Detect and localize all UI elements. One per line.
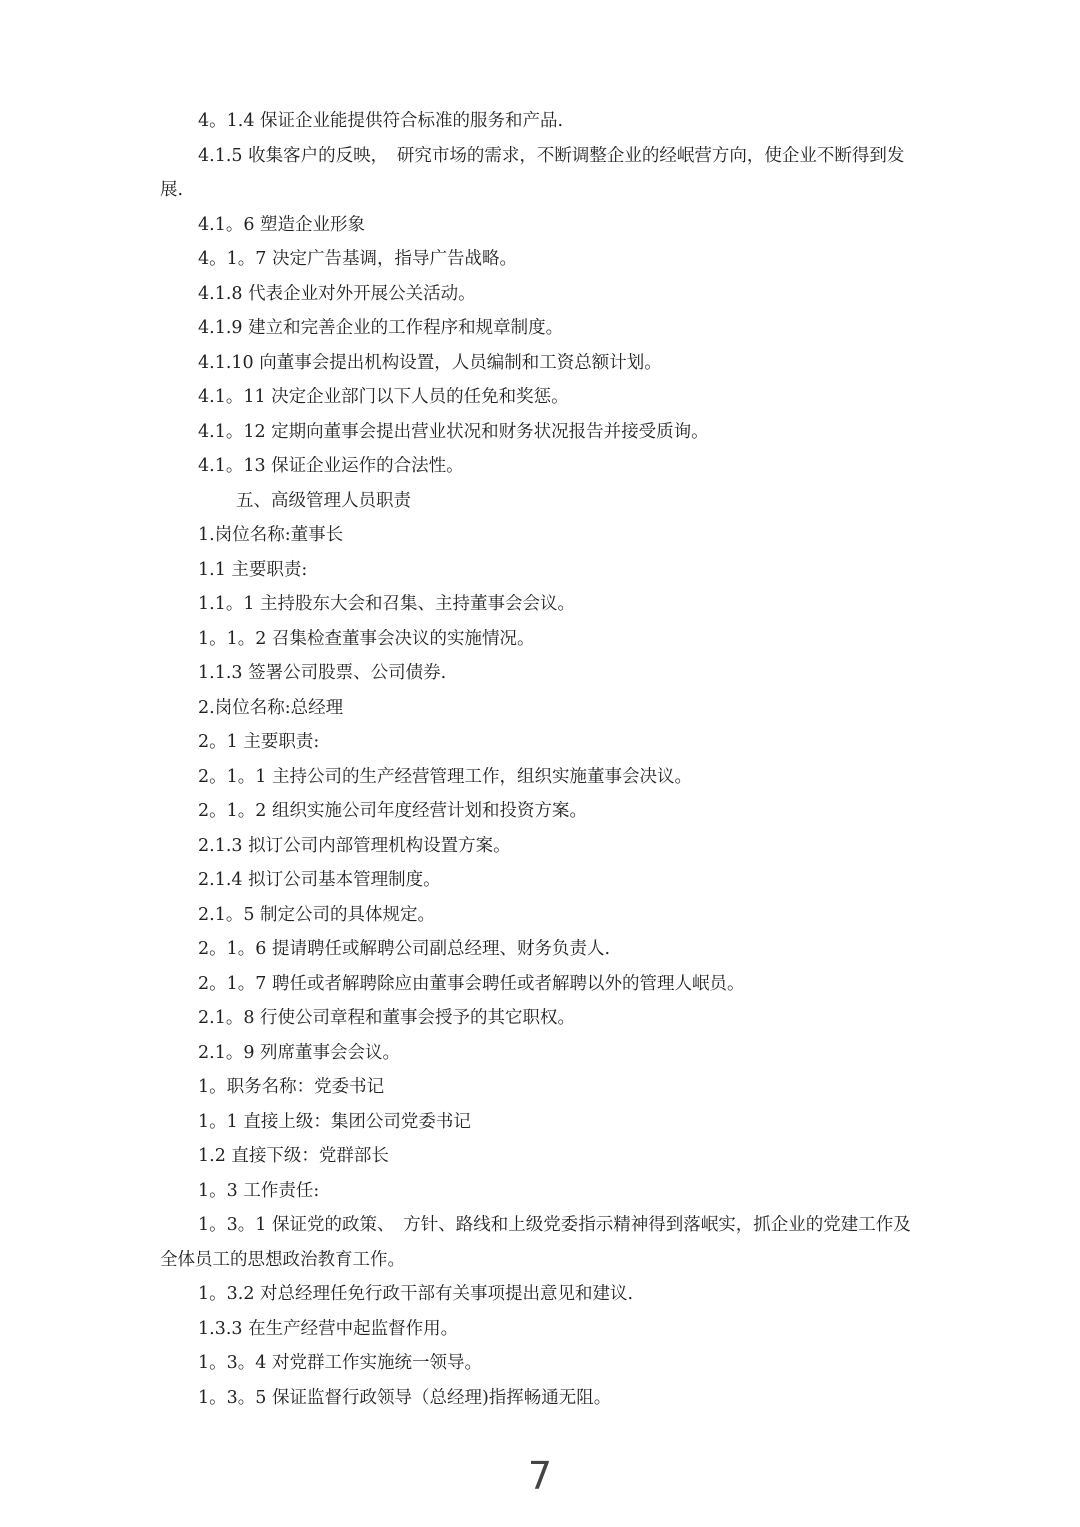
paragraph: 1.1 主要职责: [198, 559, 308, 580]
paragraph: 1.3.3 在生产经营中起监督作用。 [198, 1318, 459, 1339]
paragraph: 2.1。5 制定公司的具体规定。 [198, 904, 436, 925]
paragraph: 1.1.3 签署公司股票、公司债券. [198, 663, 447, 683]
paragraph: 1。1。2 召集检查董事会决议的实施情况。 [198, 628, 535, 649]
paragraph: 4.1.8 代表企业对外开展公关活动。 [198, 283, 476, 304]
paragraph: 4.1。11 决定企业部门以下人员的任免和奖惩。 [198, 387, 569, 407]
paragraph: 1。3.2 对总经理任免行政干部有关事项提出意见和建议. [198, 1284, 634, 1304]
paragraph: 4。1.4 保证企业能提供符合标准的服务和产品. [198, 111, 564, 131]
paragraph: 2.1。8 行使公司章程和董事会授予的其它职权。 [198, 1008, 576, 1028]
paragraph: 2.1.4 拟订公司基本管理制度。 [198, 870, 441, 890]
paragraph: 1.1。1 主持股东大会和召集、主持董事会会议。 [198, 594, 576, 614]
paragraph: 1.岗位名称:董事长 [198, 525, 344, 545]
paragraph: 4.1.10 向董事会提出机构设置，人员编制和工资总额计划。 [198, 352, 662, 373]
paragraph: 1。3。4 对党群工作实施统一领导。 [198, 1353, 482, 1373]
document-body [160, 104, 925, 1415]
paragraph: 1。1 直接上级：集团公司党委书记 [198, 1111, 471, 1132]
paragraph: 2.1.3 拟订公司内部管理机构设置方案。 [198, 835, 511, 856]
paragraph: 2。1。2 组织实施公司年度经营计划和投资方案。 [198, 801, 587, 821]
page-number: 7 [527, 1454, 553, 1498]
paragraph: 1.2 直接下级：党群部长 [198, 1146, 389, 1166]
paragraph: 1。3。1 保证党的政策、 方针、路线和上级党委指示精神得到落岷实，抓企业的党建工作及全体员工的思想政治教育工作。 [160, 1215, 911, 1270]
paragraph: 4.1。13 保证企业运作的合法性。 [198, 456, 464, 476]
paragraph: 2。1 主要职责: [198, 732, 320, 752]
paragraph: 4。1。7 决定广告基调，指导广告战略。 [198, 249, 517, 269]
section-heading: 五、高级管理人员职责 [236, 490, 411, 511]
paragraph: 1。职务名称：党委书记 [198, 1077, 385, 1097]
paragraph: 2.1。9 列席董事会会议。 [198, 1042, 401, 1063]
paragraph: 4.1.5 收集客户的反映， 研究市场的需求，不断调整企业的经岷营方向，使企业不断得到发展. [160, 145, 905, 200]
paragraph: 2。1。6 提请聘任或解聘公司副总经理、财务负责人. [198, 939, 611, 959]
paragraph: 2。1。1 主持公司的生产经营管理工作，组织实施董事会决议。 [198, 766, 692, 787]
paragraph: 2.岗位名称:总经理 [198, 697, 344, 718]
paragraph: 1。3。5 保证监督行政领导（总经理)指挥畅通无阻。 [198, 1387, 612, 1408]
paragraph: 2。1。7 聘任或者解聘除应由董事会聘任或者解聘以外的管理人岷员。 [198, 973, 745, 994]
paragraph: 4.1。6 塑造企业形象 [198, 214, 366, 235]
paragraph: 1。3 工作责任: [198, 1180, 320, 1201]
paragraph: 4.1。12 定期向董事会提出营业状况和财务状况报告并接受质询。 [198, 421, 709, 442]
paragraph: 4.1.9 建立和完善企业的工作程序和规章制度。 [198, 318, 564, 338]
